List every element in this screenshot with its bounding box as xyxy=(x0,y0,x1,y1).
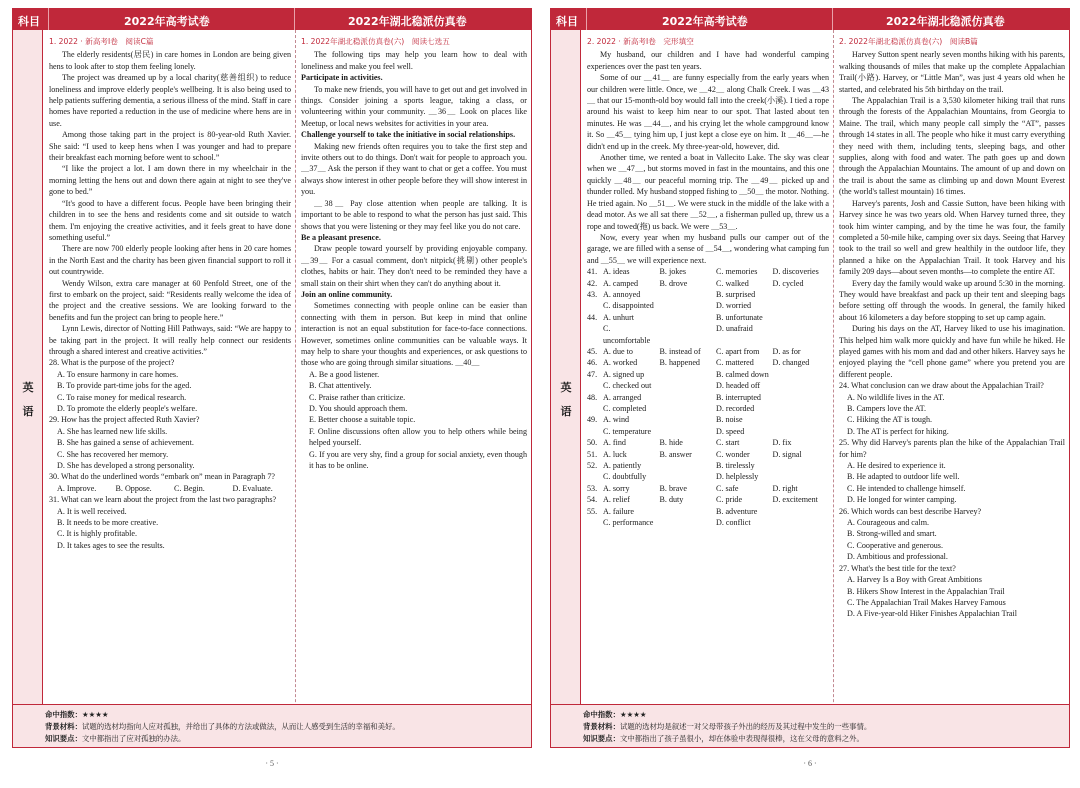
question-number xyxy=(587,403,603,414)
question-number xyxy=(587,471,603,482)
answer-option: D. unafraid xyxy=(716,324,753,334)
answer-option: F. Online discussions often allow you to help others while being helped yourself. xyxy=(309,426,527,448)
answer-option: C. She has recovered her memory. xyxy=(57,449,169,459)
question-number: 42. xyxy=(587,278,598,288)
answer-option: D. right xyxy=(772,483,798,493)
choice-row xyxy=(587,289,829,300)
question-number: 41. xyxy=(587,267,598,277)
answer-option: B. noise xyxy=(716,415,743,425)
answer-option xyxy=(660,403,717,414)
choice-row xyxy=(587,506,829,517)
answer-option: B. adventure xyxy=(716,506,758,516)
choice-row xyxy=(587,517,829,528)
answer-option: D. signal xyxy=(772,449,802,459)
choice-row xyxy=(587,460,829,471)
answer-option: D. speed xyxy=(716,426,745,436)
answer-option: D. She has developed a strong personality. xyxy=(57,461,195,471)
background-label: 背景材料： xyxy=(45,722,82,731)
answer-option: C. doubtfully xyxy=(603,472,647,482)
answer-option: A. arranged xyxy=(603,392,642,402)
answer-option: B. Oppose. xyxy=(115,483,152,493)
answer-option: A. find xyxy=(603,438,626,448)
answer-option: A. annoyed xyxy=(603,289,641,299)
answer-option: D. Ambitious and professional. xyxy=(847,552,948,562)
question-number: 55. xyxy=(587,506,598,516)
answer-option: D. worried xyxy=(716,301,752,311)
question-number: 47. xyxy=(587,369,598,379)
question-stem: 27. What's the best title for the text? xyxy=(839,563,956,573)
key-points-label: 知识要点： xyxy=(583,734,620,743)
header-divider xyxy=(294,8,295,30)
answer-option: B. surprised xyxy=(716,289,756,299)
paragraph: Lynn Lewis, director of Notting Hill Pathways, said: “We are happy to be taking part in the project. It will really help connect our residents through a shared interest and creative activities.” xyxy=(49,324,291,356)
choice-row xyxy=(587,300,829,311)
subject-name: 英 语 xyxy=(560,381,572,418)
answer-option: B. To provide part-time jobs for the aged. xyxy=(57,381,192,391)
answer-option xyxy=(773,426,830,437)
choice-row xyxy=(587,471,829,482)
answer-option: B. drove xyxy=(659,278,688,288)
answer-option xyxy=(660,426,717,437)
choice-row xyxy=(587,369,829,380)
question-stem: 31. What can we learn about the project from the last two paragraphs? xyxy=(49,495,277,505)
answer-option xyxy=(773,403,830,414)
answer-option: D. You should approach them. xyxy=(309,404,408,413)
answer-option: D. discoveries xyxy=(772,267,819,277)
background-label: 背景材料： xyxy=(583,722,620,731)
paragraph: The following tips may help you learn how to deal with loneliness and make you feel well. xyxy=(301,50,527,71)
answer-option: B. Chat attentively. xyxy=(309,381,372,391)
answer-option: A. wind xyxy=(603,415,630,425)
subject-sidebar xyxy=(13,30,43,747)
page-number: · 6 · xyxy=(803,759,817,768)
answer-option: A. patiently xyxy=(603,461,642,471)
paragraph: Draw people toward yourself by providing enjoyable company. ＿39＿ For a casual comment, don't nitpick(挑剔) other people's clothes, habits or hair. They don't need to be reminded they have a small stain on their shirt when they can't do anything about it. xyxy=(301,244,527,288)
answer-option xyxy=(773,312,830,323)
paragraph: There are now 700 elderly people looking after hens in 20 care homes in the North East and the charity has been given financial support to roll it out countrywide. xyxy=(49,244,291,277)
answer-option: A. unhurt xyxy=(603,312,635,322)
choice-row xyxy=(587,449,829,460)
answer-option: A. signed up xyxy=(603,369,645,379)
answer-option: B. Hikers Show Interest in the Appalachian Trail xyxy=(847,586,1005,596)
question-stem: 29. How has the project affected Ruth Xavier? xyxy=(49,415,200,425)
answer-option: C. Hiking the AT is tough. xyxy=(847,415,933,425)
answer-option: B. Strong-willed and smart. xyxy=(847,529,937,539)
answer-option xyxy=(660,506,717,517)
question-number xyxy=(587,380,603,391)
answer-option: C. checked out xyxy=(603,381,652,391)
answer-option: C. temperature xyxy=(603,426,652,436)
paragraph: Every day the family would wake up around 5:30 in the morning. They would have breakfast and pack up their tent and sleeping bags before setting off through the woods. In general, the family hiked about 16 kilometers a day before stopping to set up camp again. xyxy=(839,278,1065,322)
paragraph: To make new friends, you will have to get out and get involved in things. Consider joining a sports league, taking a class, or volunteering within your community. ＿36＿ Look on places like Meetup, or local news websites for activities in your area. xyxy=(301,84,527,128)
question-number xyxy=(587,426,603,437)
answer-option: C. disappointed xyxy=(603,301,654,311)
header-title-gaokao: 2022年高考试卷 xyxy=(662,15,748,28)
paragraph: Making new friends often requires you to take the first step and invite others out to do things. Don't wait for people to approach you. ＿37＿ Ask the person if they want to chat or get a coffee. You must always show interest in other people before they will show interest in you. xyxy=(301,141,527,197)
answer-option: C. He intended to challenge himself. xyxy=(847,483,966,493)
section-title: 1. 2022 · 新高考Ⅰ卷 阅读C篇 xyxy=(49,37,154,46)
reading-c-column xyxy=(49,36,291,741)
answer-option xyxy=(773,414,830,425)
answer-option: A. Be a good listener. xyxy=(309,369,380,379)
answer-option xyxy=(773,289,830,300)
answer-option xyxy=(773,506,830,517)
answer-option: A. Courageous and calm. xyxy=(847,518,930,528)
answer-option: C. pride xyxy=(716,495,743,505)
answer-option xyxy=(773,460,830,471)
answer-option xyxy=(773,517,830,528)
answer-option xyxy=(660,369,717,380)
answer-option: D. helplessly xyxy=(716,472,759,482)
page-header xyxy=(550,8,1070,30)
column-divider xyxy=(295,30,296,747)
answer-option: C. It is highly profitable. xyxy=(57,529,138,539)
answer-option: A. It is well received. xyxy=(57,506,127,516)
answer-option: B. unfortunate xyxy=(716,312,763,322)
question-stem: 25. Why did Harvey's parents plan the hike of the Appalachian Trail for him? xyxy=(839,438,1065,459)
answer-option: D. changed xyxy=(772,358,810,368)
paragraph: ＿38＿ Pay close attention when people are talking. It is important to be able to respond to what the person has just said. This shows that you were listening or they may feel like you do not care. xyxy=(301,198,527,231)
answer-option xyxy=(660,414,717,425)
paragraph: Harvey's parents, Josh and Cassie Sutton, have been hiking with Harvey since he was two years old. When Harvey turned three, they took him winter camping, and by the time he was four, the family completed a 50-mile hike, camping over six days. Seeing that Harvey took to the trail so well and grew healthily in the outdoor life, they planned a hike on the Appalachian Trail. It took Harvey and his family 209 days—about seven months—to complete the entire AT. xyxy=(839,198,1065,277)
answer-option: D. cycled xyxy=(772,278,804,288)
answer-option: A. ideas xyxy=(603,267,630,277)
analysis-footer xyxy=(12,704,532,748)
paragraph: The Appalachian Trail is a 3,530 kilometer hiking trail that runs through the forests of the Appalachian Mountains, from Georgia to Maine. The trail, which many people call simply the “AT”, passes through 14 states in all. The people who hike it must carry everything they need with them, including tents, sleeping bags, and other supplies, along with food and water. The path goes up and down through the Appalachian Mountains. The amount of up and down on the trail is about the same as climbing up and down Mount Everest (the world's tallest mountain) 16 times. xyxy=(839,96,1065,197)
content-frame xyxy=(550,30,1070,748)
answer-option: C. mattered xyxy=(716,358,754,368)
answer-option: A. failure xyxy=(603,506,635,516)
answer-option: D. headed off xyxy=(716,381,761,391)
answer-option: A. luck xyxy=(603,449,627,459)
choice-row xyxy=(587,437,829,448)
paragraph: Harvey Sutton spent nearly seven months hiking with his parents, walking thousands of miles that make up the complete Appalachian Trail(小路). Harvey, or “Little Man”, was just 4 years old when he started, and celebrated his 5th birthday on the trail. xyxy=(839,50,1065,94)
answer-option: B. calmed down xyxy=(716,369,769,379)
answer-option: D. Evaluate. xyxy=(232,483,273,493)
answer-option: A. worked xyxy=(603,358,638,368)
question-stem: 24. What conclusion can we draw about the Appalachian Trail? xyxy=(839,381,1044,391)
answer-option: B. instead of xyxy=(659,346,701,356)
paragraph: Now, every year when my husband pulls our camper out of the garage, we are filled with a sense of ＿54＿, wondering what camping fun and ＿55＿ we will experience next. xyxy=(587,232,829,265)
subject-label: 科目 xyxy=(18,15,40,28)
answer-option: C. The Appalachian Trail Makes Harvey Famous xyxy=(847,597,1006,607)
answer-option xyxy=(660,312,717,323)
question-number: 52. xyxy=(587,461,598,471)
answer-option: D. conflict xyxy=(716,518,751,528)
question-stem: 28. What is the purpose of the project? xyxy=(49,358,175,368)
choice-row xyxy=(587,323,829,346)
paragraph: My husband, our children and I have had wonderful camping experiences over the past ten years. xyxy=(587,50,829,71)
subject-label: 科目 xyxy=(556,15,578,28)
subject-sidebar xyxy=(551,30,581,747)
answer-option xyxy=(773,300,830,311)
answer-option: C. wonder xyxy=(716,449,750,459)
key-points-text: 文中都指出了应对孤独的办法。 xyxy=(81,734,186,743)
question-number xyxy=(587,517,603,528)
page-header xyxy=(12,8,532,30)
answer-option: A. relief xyxy=(603,495,630,505)
header-divider xyxy=(832,8,833,30)
cloze-choices xyxy=(587,266,829,528)
answer-option: D. A Five-year-old Hiker Finishes Appalachian Trail xyxy=(847,609,1018,619)
answer-option: A. Improve. xyxy=(57,483,97,493)
answer-option: D. He longed for winter camping. xyxy=(847,495,957,505)
choice-row xyxy=(587,483,829,494)
hit-index-label: 命中指数： xyxy=(45,710,82,719)
answer-option: C. walked xyxy=(716,278,749,288)
answer-option: B. brave xyxy=(659,483,687,493)
answer-option: D. It takes ages to see the results. xyxy=(57,540,165,550)
answer-option: A. To ensure harmony in care homes. xyxy=(57,369,179,379)
answer-option: C. completed xyxy=(603,404,647,413)
answer-option: C. uncomfortable xyxy=(603,324,651,345)
choice-row xyxy=(587,426,829,437)
answer-option: D. excitement xyxy=(772,495,818,505)
answer-option: B. Campers love the AT. xyxy=(847,404,926,413)
answer-option: B. hide xyxy=(659,438,683,448)
answer-option: B. answer xyxy=(659,449,692,459)
question-number: 54. xyxy=(587,495,598,505)
question-number: 50. xyxy=(587,438,598,448)
answer-option xyxy=(773,323,830,346)
answer-option xyxy=(660,460,717,471)
question-number: 46. xyxy=(587,358,598,368)
paragraph: Wendy Wilson, extra care manager at 60 Penfold Street, one of the first to embark on the project, said: “Residents really welcome the idea of the project and the creative sessions. We are looking forward to the benefits and fun the project can bring to people here.” xyxy=(49,278,291,322)
answer-option: B. jokes xyxy=(659,267,687,277)
hit-index-stars: ★★★★ xyxy=(619,710,647,719)
answer-option: D. To promote the elderly people's welfare. xyxy=(57,404,198,413)
answer-option xyxy=(660,380,717,391)
header-divider xyxy=(586,8,587,30)
answer-option xyxy=(660,517,717,528)
choice-row xyxy=(587,278,829,289)
answer-option: B. duty xyxy=(659,495,684,505)
key-points-text: 文中都指出了孩子虽很小，却在体验中表现得很棒，这在父母的意料之外。 xyxy=(619,734,864,743)
paragraph: The elderly residents(居民) in care homes in London are being given hens to look after to stop them feeling lonely. xyxy=(49,50,291,71)
answer-option: A. sorry xyxy=(603,483,630,493)
answer-option-row xyxy=(49,483,291,494)
answer-option: C. Cooperative and generous. xyxy=(847,540,943,550)
column-divider xyxy=(833,30,834,747)
answer-option xyxy=(773,392,830,403)
choice-row xyxy=(587,380,829,391)
answer-option xyxy=(773,380,830,391)
answer-option xyxy=(660,471,717,482)
answer-option: C. To raise money for medical research. xyxy=(57,392,187,402)
answer-option: B. It needs to be more creative. xyxy=(57,518,159,528)
answer-option: C. Begin. xyxy=(174,483,205,493)
answer-option: C. memories xyxy=(716,267,758,277)
question-number: 43. xyxy=(587,289,598,299)
answer-option: C. performance xyxy=(603,518,654,528)
question-number: 45. xyxy=(587,346,598,356)
subheading: Be a pleasant presence. xyxy=(301,232,381,242)
paragraph: The project was dreamed up by a local charity(慈善组织) to reduce loneliness and improve elderly people's wellbeing. It is also being used to help patients suffering dementia, a serious illness of the mind. Staff in care homes have reported a reduction in the use of medicine where hens are in use. xyxy=(49,73,291,128)
paragraph: Sometimes connecting with people online can be easier than connecting with them in person. But keep in mind that online interaction is not an equal substitution for face-to-face connections. However, sometimes online communities can be valuable ways. It may help to share your thoughts and experiences, or ask questions to those who are going through similar situations. ＿40＿ xyxy=(301,301,527,368)
answer-option: A. camped xyxy=(603,278,639,288)
section-title: 1. 2022年湖北稳派仿真卷(六) 阅读七选五 xyxy=(301,37,450,46)
section-title: 2. 2022年湖北稳派仿真卷(六) 阅读B篇 xyxy=(839,37,978,46)
background-text: 试题的选材均是叙述一对父母带孩子外出的经历及其过程中发生的一些事情。 xyxy=(619,722,872,731)
answer-option: B. He adapted to outdoor life well. xyxy=(847,472,960,482)
paragraph: “It's good to have a different focus. People have been bringing their children in to see the hens and residents come and sit outside to watch them. I'm enjoying the creative activities, and it feels great to have done something useful.” xyxy=(49,198,291,242)
answer-option: D. as for xyxy=(772,346,801,356)
section-title: 2. 2022 · 新高考Ⅰ卷 完形填空 xyxy=(587,37,694,46)
page-number: · 5 · xyxy=(265,759,279,768)
key-points-label: 知识要点： xyxy=(45,734,82,743)
answer-option xyxy=(660,300,717,311)
subheading: Participate in activities. xyxy=(301,73,383,83)
answer-option: C. safe xyxy=(716,483,739,493)
question-number: 44. xyxy=(587,312,598,322)
answer-option xyxy=(660,323,717,346)
hit-index-label: 命中指数： xyxy=(583,710,620,719)
paragraph: Some of our ＿41＿ are funny especially from the early years when our children were little. Once, we ＿42＿ along Chalk Creek. I was ＿43＿ that our 15-month-old boy would fall into the creek(小溪). I tied a rope around his waist to keep him near to our spot. That lasted about ten minutes. He was ＿44＿, and his crying let the whole campground know it. So ＿45＿ tying him up, I just kept a close eye on him. It ＿46＿—he didn't end up in the creek. My three-year-old, however, did. xyxy=(587,73,829,151)
hit-index-stars: ★★★★ xyxy=(81,710,109,719)
header-title-gaokao: 2022年高考试卷 xyxy=(124,15,210,28)
answer-option: B. interrupted xyxy=(716,392,761,402)
header-divider xyxy=(48,8,49,30)
answer-option: A. Harvey Is a Boy with Great Ambitions xyxy=(847,575,982,585)
answer-option: E. Better choose a suitable topic. xyxy=(309,415,416,425)
question-number: 49. xyxy=(587,415,598,425)
answer-option: B. tirelessly xyxy=(716,461,755,471)
answer-option: C. Praise rather than criticize. xyxy=(309,392,406,402)
answer-option xyxy=(773,471,830,482)
choice-row xyxy=(587,414,829,425)
content-frame xyxy=(12,30,532,748)
analysis-footer xyxy=(550,704,1070,748)
answer-option: C. start xyxy=(716,438,740,448)
paragraph: Another time, we rented a boat in Vallecito Lake. The sky was clear when we ＿47＿, but storms moved in fast in the mountains, and this one quickly ＿48＿ our peaceful morning trip. The ＿49＿ picked up and thunder rolled. My husband stopped fishing to ＿50＿ the motor. Nothing. He tried again. No ＿51＿. We were stuck in the middle of the lake with a dead motor. As we all sat there ＿52＿, a fisherman pulled up, threw us a rope and towed(拖) us back. We were ＿53＿. xyxy=(587,153,829,231)
question-stem: 30. What do the underlined words “embark on” mean in Paragraph 7? xyxy=(49,472,275,482)
subject-name: 英 语 xyxy=(22,381,34,418)
subheading: Join an online community. xyxy=(301,289,393,299)
answer-option: A. She has learned new life skills. xyxy=(57,426,168,436)
answer-option xyxy=(773,369,830,380)
answer-option: A. He desired to experience it. xyxy=(847,461,946,471)
answer-option xyxy=(660,289,717,300)
subheading: Challenge yourself to take the initiative in social relationships. xyxy=(301,130,516,140)
answer-option xyxy=(660,392,717,403)
answer-option: C. apart from xyxy=(716,346,760,356)
question-stem: 26. Which words can best describe Harvey? xyxy=(839,506,982,516)
header-title-mock: 2022年湖北稳派仿真卷 xyxy=(348,15,467,28)
answer-option: B. She has gained a sense of achievement. xyxy=(57,438,194,448)
seven-choose-five-column xyxy=(301,36,527,741)
choice-row xyxy=(587,312,829,323)
question-number xyxy=(587,300,603,311)
choice-row xyxy=(587,403,829,414)
question-number: 51. xyxy=(587,449,598,459)
paragraph: “I like the project a lot. I am down there in my wheelchair in the morning letting the hens out and down there again at night to see they've gone to bed.” xyxy=(49,164,291,197)
question-number: 53. xyxy=(587,483,598,493)
choice-row xyxy=(587,346,829,357)
choice-row xyxy=(587,392,829,403)
paragraph: During his days on the AT, Harvey liked to use his imagination. This helped him walk more quickly and have fun while he hiked. He played games with his mom and dad and other hikers. Harvey says he enjoyed playing the “cell phone game” where you pretend you are different people. xyxy=(839,324,1065,379)
paragraph: Among those taking part in the project is 80-year-old Ruth Xavier. She said: “I used to keep hens when I was younger and had to prepare their breakfast each morning before went to school.” xyxy=(49,130,291,163)
answer-option: D. The AT is perfect for hiking. xyxy=(847,426,949,436)
page-left xyxy=(12,8,532,780)
answer-option: A. due to xyxy=(603,346,633,356)
cloze-column xyxy=(587,36,829,741)
answer-option: D. fix xyxy=(772,438,792,448)
answer-option: B. happened xyxy=(659,358,700,368)
choice-row xyxy=(587,357,829,368)
answer-option: D. recorded xyxy=(716,404,755,413)
choice-row xyxy=(587,266,829,277)
answer-option: A. No wildlife lives in the AT. xyxy=(847,392,945,402)
page-right xyxy=(550,8,1070,780)
header-title-mock: 2022年湖北稳派仿真卷 xyxy=(886,15,1005,28)
background-text: 试题的选材均指向人应对孤独，并给出了具体的方法或做法，从而让人感受到生活的幸福和美好。 xyxy=(81,722,400,731)
choice-row xyxy=(587,494,829,505)
answer-option: G. If you are very shy, find a group for social anxiety, even though it has to be online. xyxy=(309,449,527,471)
question-number xyxy=(587,323,603,346)
question-number: 48. xyxy=(587,392,598,402)
reading-b-column xyxy=(839,36,1065,741)
